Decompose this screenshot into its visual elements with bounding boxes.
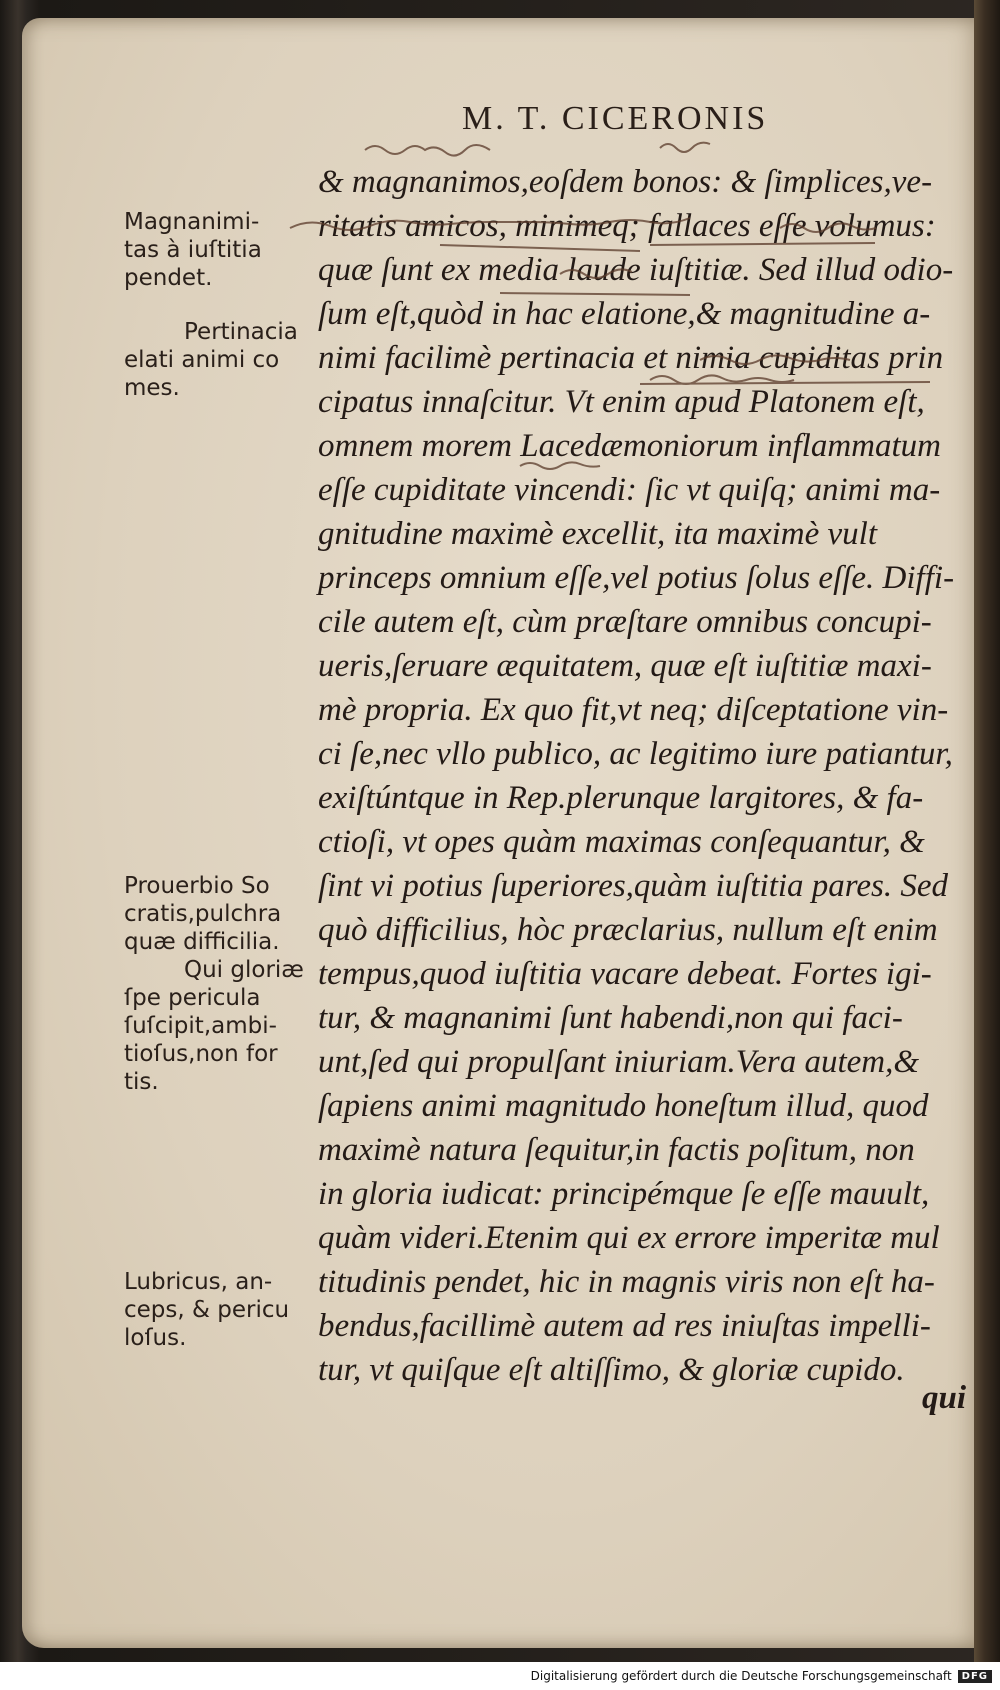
margin-note-lubricus <box>124 1268 324 1352</box>
margin-note-line: Magnanimi- <box>124 209 260 235</box>
text-line: omnem morem Lacedæmoniorum inflammatum <box>318 428 941 464</box>
margin-note-line: tas à iuſtitia <box>124 237 262 263</box>
text-line: ci ſe,nec vllo publico, ac legitimo iure patiantur, <box>318 736 953 772</box>
dfg-logo-icon: DFG <box>958 1670 992 1683</box>
text-line: in gloria iudicat: principémque ſe eſſe mauult, <box>318 1176 930 1212</box>
margin-note-line: Qui gloriæ <box>184 957 304 983</box>
text-line: gnitudine maximè excellit, ita maximè vult <box>318 516 877 552</box>
text-line: titudinis pendet, hic in magnis viris non eſt ha- <box>318 1264 935 1300</box>
text-line: ſum eſt,quòd in hac elatione,& magnitudine a- <box>318 296 931 332</box>
text-line: ueris,ſeruare æquitatem, quæ eſt iuſtitiæ maxi- <box>318 648 932 684</box>
text-line: quò difficilius, hòc præclarius, nullum eſt enim <box>318 912 938 948</box>
catchword: qui <box>922 1380 967 1416</box>
text-line: nimi facilimè pertinacia et nimia cupiditas prin <box>318 340 944 376</box>
margin-note-line: ceps, & pericu <box>124 1297 290 1323</box>
text-line: tur, vt quiſque eſt altiſſimo, & gloriæ cupido. <box>318 1352 905 1388</box>
text-line: quæ ſunt ex media laude iuſtitiæ. Sed illud odio- <box>318 252 954 288</box>
margin-note-line: elati animi co <box>124 347 280 373</box>
text-line: & magnanimos,eoſdem bonos: & ſimplices,ve- <box>318 164 933 200</box>
text-line: maximè natura ſequitur,in factis poſitum, non <box>318 1132 915 1168</box>
margin-note-line: pendet. <box>124 265 213 291</box>
main-text-block <box>318 160 984 1392</box>
text-line: ctioſi, vt opes quàm maximas conſequantur, & <box>318 824 925 860</box>
footer-credit: Digitalisierung gefördert durch die Deutsche Forschungsgemeinschaft <box>530 1669 952 1683</box>
margin-note-pertinacia <box>124 318 324 402</box>
margin-note-line: tis. <box>124 1069 159 1095</box>
text-line: bendus,facillimè autem ad res iniuſtas impelli- <box>318 1308 931 1344</box>
margin-note-prouerbio <box>124 872 324 1096</box>
text-line: unt,ſed qui propulſant iniuriam.Vera autem,& <box>318 1044 920 1080</box>
margin-note-line: loſus. <box>124 1325 187 1351</box>
running-head: M. T. CICERONIS <box>462 100 769 137</box>
text-line: tempus,quod iuſtitia vacare debeat. Fortes igi- <box>318 956 932 992</box>
text-line: cile autem eſt, cùm præſtare omnibus concupi- <box>318 604 932 640</box>
footer-bar <box>0 1662 1000 1690</box>
margin-note-line: Pertinacia <box>184 319 298 345</box>
margin-note-line: mes. <box>124 375 180 401</box>
text-line: tur, & magnanimi ſunt habendi,non qui faci- <box>318 1000 903 1036</box>
margin-note-line: Lubricus, an- <box>124 1269 273 1295</box>
margin-note-line: quæ difficilia. <box>124 929 280 955</box>
text-line: eſſe cupiditate vincendi: ſic vt quiſq; animi ma- <box>318 472 941 508</box>
text-line: princeps omnium eſſe,vel potius ſolus eſſe. Diffi- <box>318 560 955 596</box>
margin-note-line: tioſus,non for <box>124 1041 278 1067</box>
margin-note-line: Prouerbio So <box>124 873 270 899</box>
text-line: cipatus innaſcitur. Vt enim apud Platonem eſt, <box>318 384 925 420</box>
margin-note-line: ſpe pericula <box>124 985 261 1011</box>
text-line: mè propria. Ex quo fit,vt neq; diſceptatione vin- <box>318 692 949 728</box>
margin-note-line: cratis,pulchra <box>124 901 282 927</box>
text-line: quàm videri.Etenim qui ex errore imperitæ mul <box>318 1220 940 1256</box>
text-line: ſapiens animi magnitudo honeſtum illud, quod <box>318 1088 929 1124</box>
text-line: ſint vi potius ſuperiores,quàm iuſtitia pares. Sed <box>318 868 949 904</box>
text-line: ritatis amicos, minimeq; fallaces eſſe volumus: <box>318 208 936 244</box>
margin-note-magnanimitas <box>124 208 324 292</box>
text-line: exiſtúntque in Rep.plerunque largitores, & fa- <box>318 780 924 816</box>
margin-note-line: ſuſcipit,ambi- <box>124 1013 277 1039</box>
